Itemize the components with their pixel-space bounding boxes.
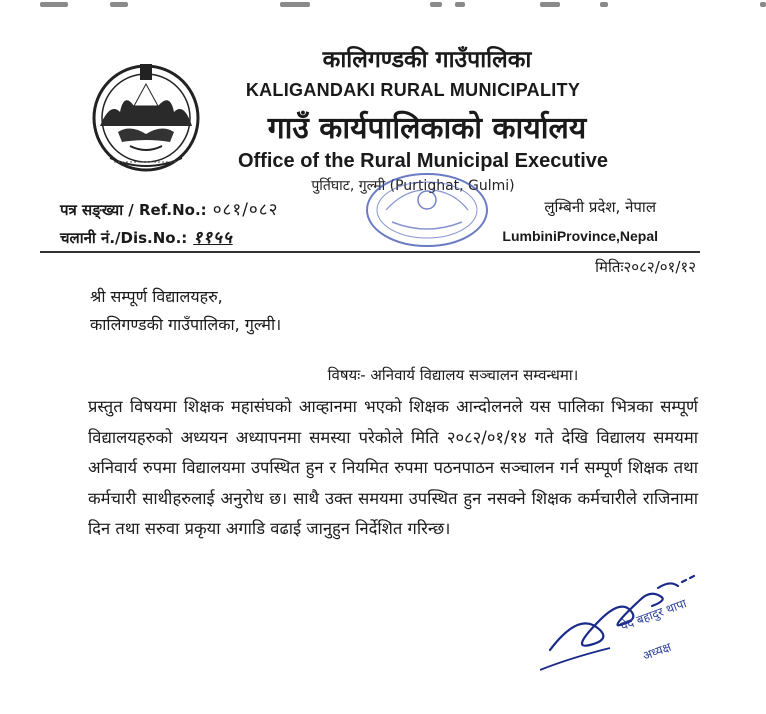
header-divider <box>40 251 700 253</box>
letter-body: प्रस्तुत विषयमा शिक्षक महासंघको आव्हानमा भएको शिक्षक आन्दोलनले यस पालिका भित्रका सम्पूर्ण विद्यालयहरुको अध्ययन अध्यापनमा समस्या परेकोले मिति २०८२/०१/१४ गते देखि विद्यालय समयमा अनिवार्य रुपमा विद्यालयमा उपस्थित हुन र नियमित रुपमा पठनपाठन सञ्चालन गर्न सम्पूर्ण शिक्षक तथा कर्मचारी साथीहरुलाई अनुरोध छ। साथै उक्त समयमा उपस्थित हुन नसक्ने शिक्षक कर्मचारीले राजिनामा दिन तथा सरुवा प्रकृया अगाडि वढाई जानुहुन निर्देशित गरिन्छ। <box>88 397 698 538</box>
office-name-english: Office of the Rural Municipal Executive <box>237 150 609 172</box>
province-nepali: लुम्बिनी प्रदेश, नेपाल <box>544 198 656 216</box>
reference-number-value: ०८१/०८२ <box>212 200 279 220</box>
letter-subject: विषयः- अनिवार्य विद्यालय सञ्चालन सम्वन्धमा। <box>327 366 579 384</box>
recipient-line-2: कालिगण्डकी गाउँपालिका, गुल्मी। <box>90 315 282 334</box>
recipient-line-1: श्री सम्पूर्ण विद्यालयहरु, <box>90 287 223 306</box>
dispatch-number-value: ११५५ <box>193 228 233 248</box>
dispatch-number-row <box>60 225 233 248</box>
office-address: पुर्तिघाट, गुल्मी (Purtighat, Gulmi) <box>311 178 515 194</box>
handwritten-signature <box>540 570 740 690</box>
municipality-name-english: KALIGANDAKI RURAL MUNICIPALITY <box>245 80 581 100</box>
dispatch-number-label: चलानी नं./Dis.No.: <box>60 229 188 247</box>
province-english: LumbiniProvince,Nepal <box>502 228 658 244</box>
signatory-title: अध्यक्ष <box>640 639 673 664</box>
top-scan-strip <box>0 0 766 14</box>
reference-number-row <box>60 197 278 220</box>
municipality-name-nepali: कालिगण्डकी गाउँपालिका <box>322 47 532 73</box>
office-name-nepali: गाउँ कार्यपालिकाको कार्यालय <box>267 111 587 146</box>
reference-number-label: पत्र सङ्ख्या / Ref.No.: <box>60 201 207 219</box>
signatory-name: वेद बहादुर थापा <box>618 596 689 634</box>
letter-date: मितिः२०८२/०१/१२ <box>595 258 696 276</box>
office-stamp <box>362 170 492 250</box>
